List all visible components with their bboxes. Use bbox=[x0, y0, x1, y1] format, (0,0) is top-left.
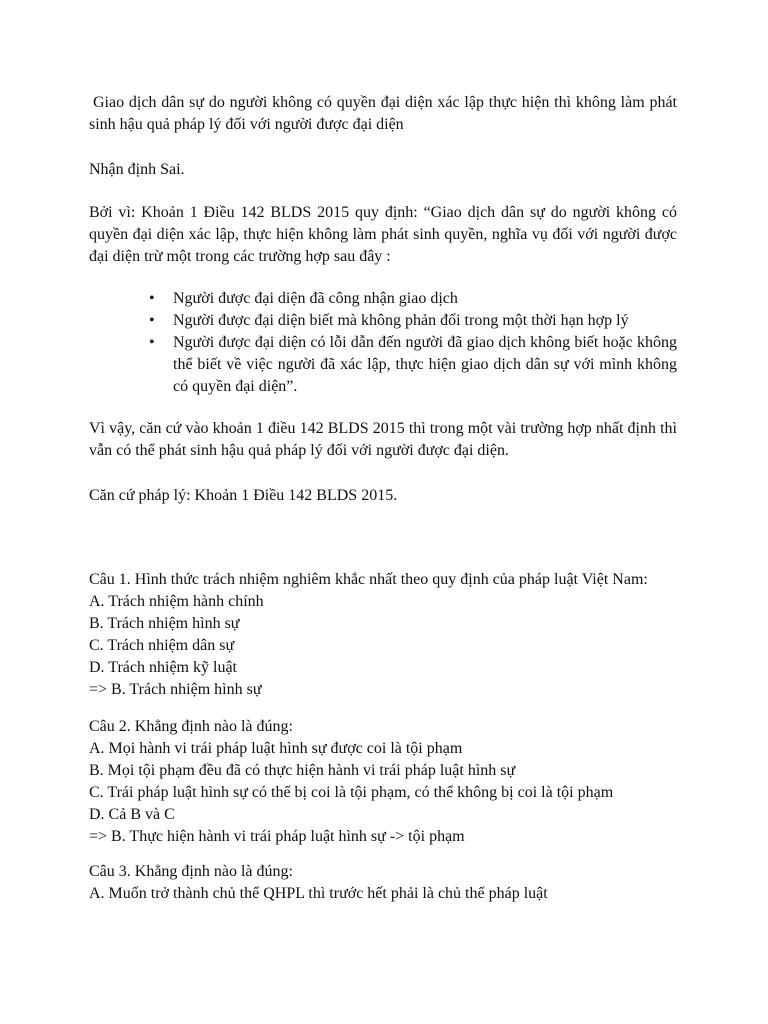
option-a: A. Muốn trở thành chủ thể QHPL thì trước hết phải là chủ thể pháp luật bbox=[89, 885, 548, 902]
question-text: Câu 2. Khẳng định nào là đúng: bbox=[89, 718, 293, 735]
list-item-text: Người được đại diện có lỗi dẫn đến người đã giao dịch không biết hoặc không thể biết về việc người đã xác lập, thực hiện giao dịch dân sự với mình không có quyền đại diện”. bbox=[173, 334, 677, 395]
list-item-text: Người được đại diện biết mà không phản đối trong một thời hạn hợp lý bbox=[173, 312, 629, 329]
verdict-paragraph: Nhận định Sai. bbox=[89, 161, 185, 178]
question-block-1 bbox=[89, 569, 677, 701]
option-d: D. Trách nhiệm kỹ luật bbox=[89, 659, 237, 676]
exception-list bbox=[89, 288, 677, 398]
option-c: C. Trách nhiệm dân sự bbox=[89, 637, 235, 654]
question-block-3 bbox=[89, 861, 677, 905]
statement-paragraph: Giao dịch dân sự do người không có quyền đại diện xác lập thực hiện thì không làm phát sinh hậu quả pháp lý đối với người được đại diện bbox=[89, 94, 677, 133]
option-b: B. Trách nhiệm hình sự bbox=[89, 615, 240, 632]
question-text: Câu 1. Hình thức trách nhiệm nghiêm khắc nhất theo quy định của pháp luật Việt Nam: bbox=[89, 571, 648, 588]
answer-text: => B. Trách nhiệm hình sự bbox=[89, 681, 262, 698]
list-item bbox=[149, 332, 677, 398]
reason-paragraph: Bởi vì: Khoản 1 Điều 142 BLDS 2015 quy định: “Giao dịch dân sự do người không có quyền đại diện xác lập, thực hiện không làm phát sinh quyền, nghĩa vụ đối với người được đại diện trừ một trong các trường hợp sau đây : bbox=[89, 204, 677, 265]
option-a: A. Trách nhiệm hành chính bbox=[89, 593, 264, 610]
document-page bbox=[89, 92, 677, 905]
conclusion-paragraph: Vì vậy, căn cứ vào khoản 1 điều 142 BLDS 2015 thì trong một vài trường hợp nhất định thì vẫn có thể phát sinh hậu quả pháp lý đối với người được đại diện. bbox=[89, 420, 677, 459]
answer-text: => B. Thực hiện hành vi trái pháp luật hình sự -> tội phạm bbox=[89, 828, 465, 845]
bullet-icon: • bbox=[149, 334, 155, 351]
bullet-icon: • bbox=[149, 312, 155, 329]
bullet-icon: • bbox=[149, 290, 155, 307]
list-item bbox=[149, 288, 677, 310]
question-block-2 bbox=[89, 716, 677, 848]
option-c: C. Trái pháp luật hình sự có thể bị coi là tội phạm, có thể không bị coi là tội phạm bbox=[89, 784, 614, 801]
option-d: D. Cả B và C bbox=[89, 806, 175, 823]
option-b: B. Mọi tội phạm đều đã có thực hiện hành vi trái pháp luật hình sự bbox=[89, 762, 516, 779]
list-item bbox=[149, 310, 677, 332]
option-a: A. Mọi hành vi trái pháp luật hình sự được coi là tội phạm bbox=[89, 740, 463, 757]
question-text: Câu 3. Khẳng định nào là đúng: bbox=[89, 863, 293, 880]
list-item-text: Người được đại diện đã công nhận giao dịch bbox=[173, 290, 458, 307]
legal-basis-paragraph: Căn cứ pháp lý: Khoản 1 Điều 142 BLDS 2015. bbox=[89, 487, 398, 504]
